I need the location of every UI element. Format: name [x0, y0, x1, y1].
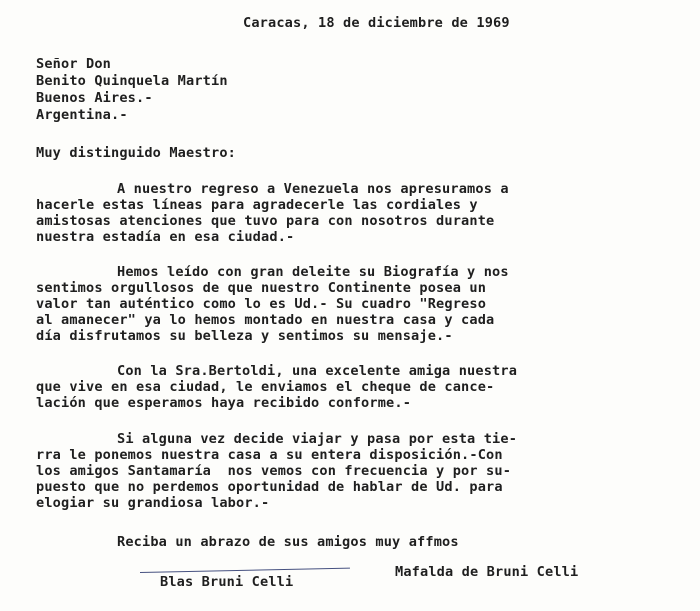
paragraph-line: A nuestro regreso a Venezuela nos apresuramos a: [117, 181, 509, 197]
paragraph-line: sentimos orgullosos de que nuestro Continente posea un: [36, 280, 487, 296]
closing-line: Reciba un abrazo de sus amigos muy affmos: [117, 534, 459, 550]
recipient-line: Buenos Aires.-: [36, 90, 153, 106]
recipient-line: Señor Don: [36, 56, 112, 72]
paragraph-line: lación que esperamos haya recibido conforme.-: [36, 395, 412, 411]
paragraph-line: elogiar su grandiosa labor.-: [36, 495, 270, 511]
paragraph-line: al amanecer" ya lo hemos montado en nuestra casa y cada: [36, 312, 495, 328]
paragraph-line: hacerle estas líneas para agradecerle las cordiales y: [36, 197, 478, 213]
date-line: Caracas, 18 de diciembre de 1969: [243, 15, 510, 31]
paragraph-line: nuestra estadía en esa ciudad.-: [36, 229, 295, 245]
signature-right: Mafalda de Bruni Celli: [395, 564, 579, 580]
paragraph-line: Si alguna vez decide viajar y pasa por esta tie-: [117, 431, 518, 447]
recipient-line: Benito Quinquela Martín: [36, 73, 228, 89]
paragraph-line: amistosas atenciones que tuvo para con nosotros durante: [36, 213, 495, 229]
recipient-line: Argentina.-: [36, 107, 128, 123]
signature-stroke: [140, 568, 350, 573]
paragraph-line: rra le ponemos nuestra casa a su entera disposición.-Con: [36, 447, 503, 463]
paragraph-line: día disfrutamos su belleza y sentimos su mensaje.-: [36, 328, 453, 344]
paragraph-line: puesto que no perdemos oportunidad de hablar de Ud. para: [36, 479, 503, 495]
paragraph-line: los amigos Santamaría nos vemos con frecuencia y por su-: [36, 463, 512, 479]
paragraph-line: valor tan auténtico como lo es Ud.- Su cuadro "Regreso: [36, 296, 487, 312]
salutation: Muy distinguido Maestro:: [36, 145, 237, 161]
paragraph-line: que vive en esa ciudad, le enviamos el cheque de cance-: [36, 379, 495, 395]
paragraph-line: Hemos leído con gran deleite su Biografía y nos: [117, 264, 509, 280]
signature-left: Blas Bruni Celli: [160, 574, 294, 590]
paragraph-line: Con la Sra.Bertoldi, una excelente amiga nuestra: [117, 363, 518, 379]
